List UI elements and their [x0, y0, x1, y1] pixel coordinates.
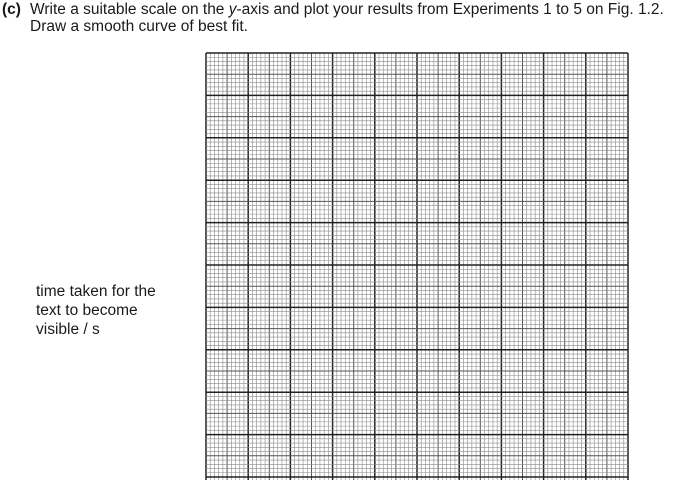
y-axis-label-line-3: visible / s — [36, 321, 100, 338]
instruction-text-end: -axis and plot your results from Experiments 1 to 5 on Fig. 1.2. — [236, 1, 664, 18]
question-instruction-line-2: Draw a smooth curve of best fit. — [30, 18, 248, 35]
question-part-label: (c) — [2, 1, 21, 18]
instruction-axis-italic: y — [228, 1, 237, 18]
y-axis-label-line-2: text to become — [36, 302, 138, 319]
y-axis-label-line-1: time taken for the — [36, 283, 156, 300]
instruction-text-start: Write a suitable scale on the — [30, 1, 229, 18]
